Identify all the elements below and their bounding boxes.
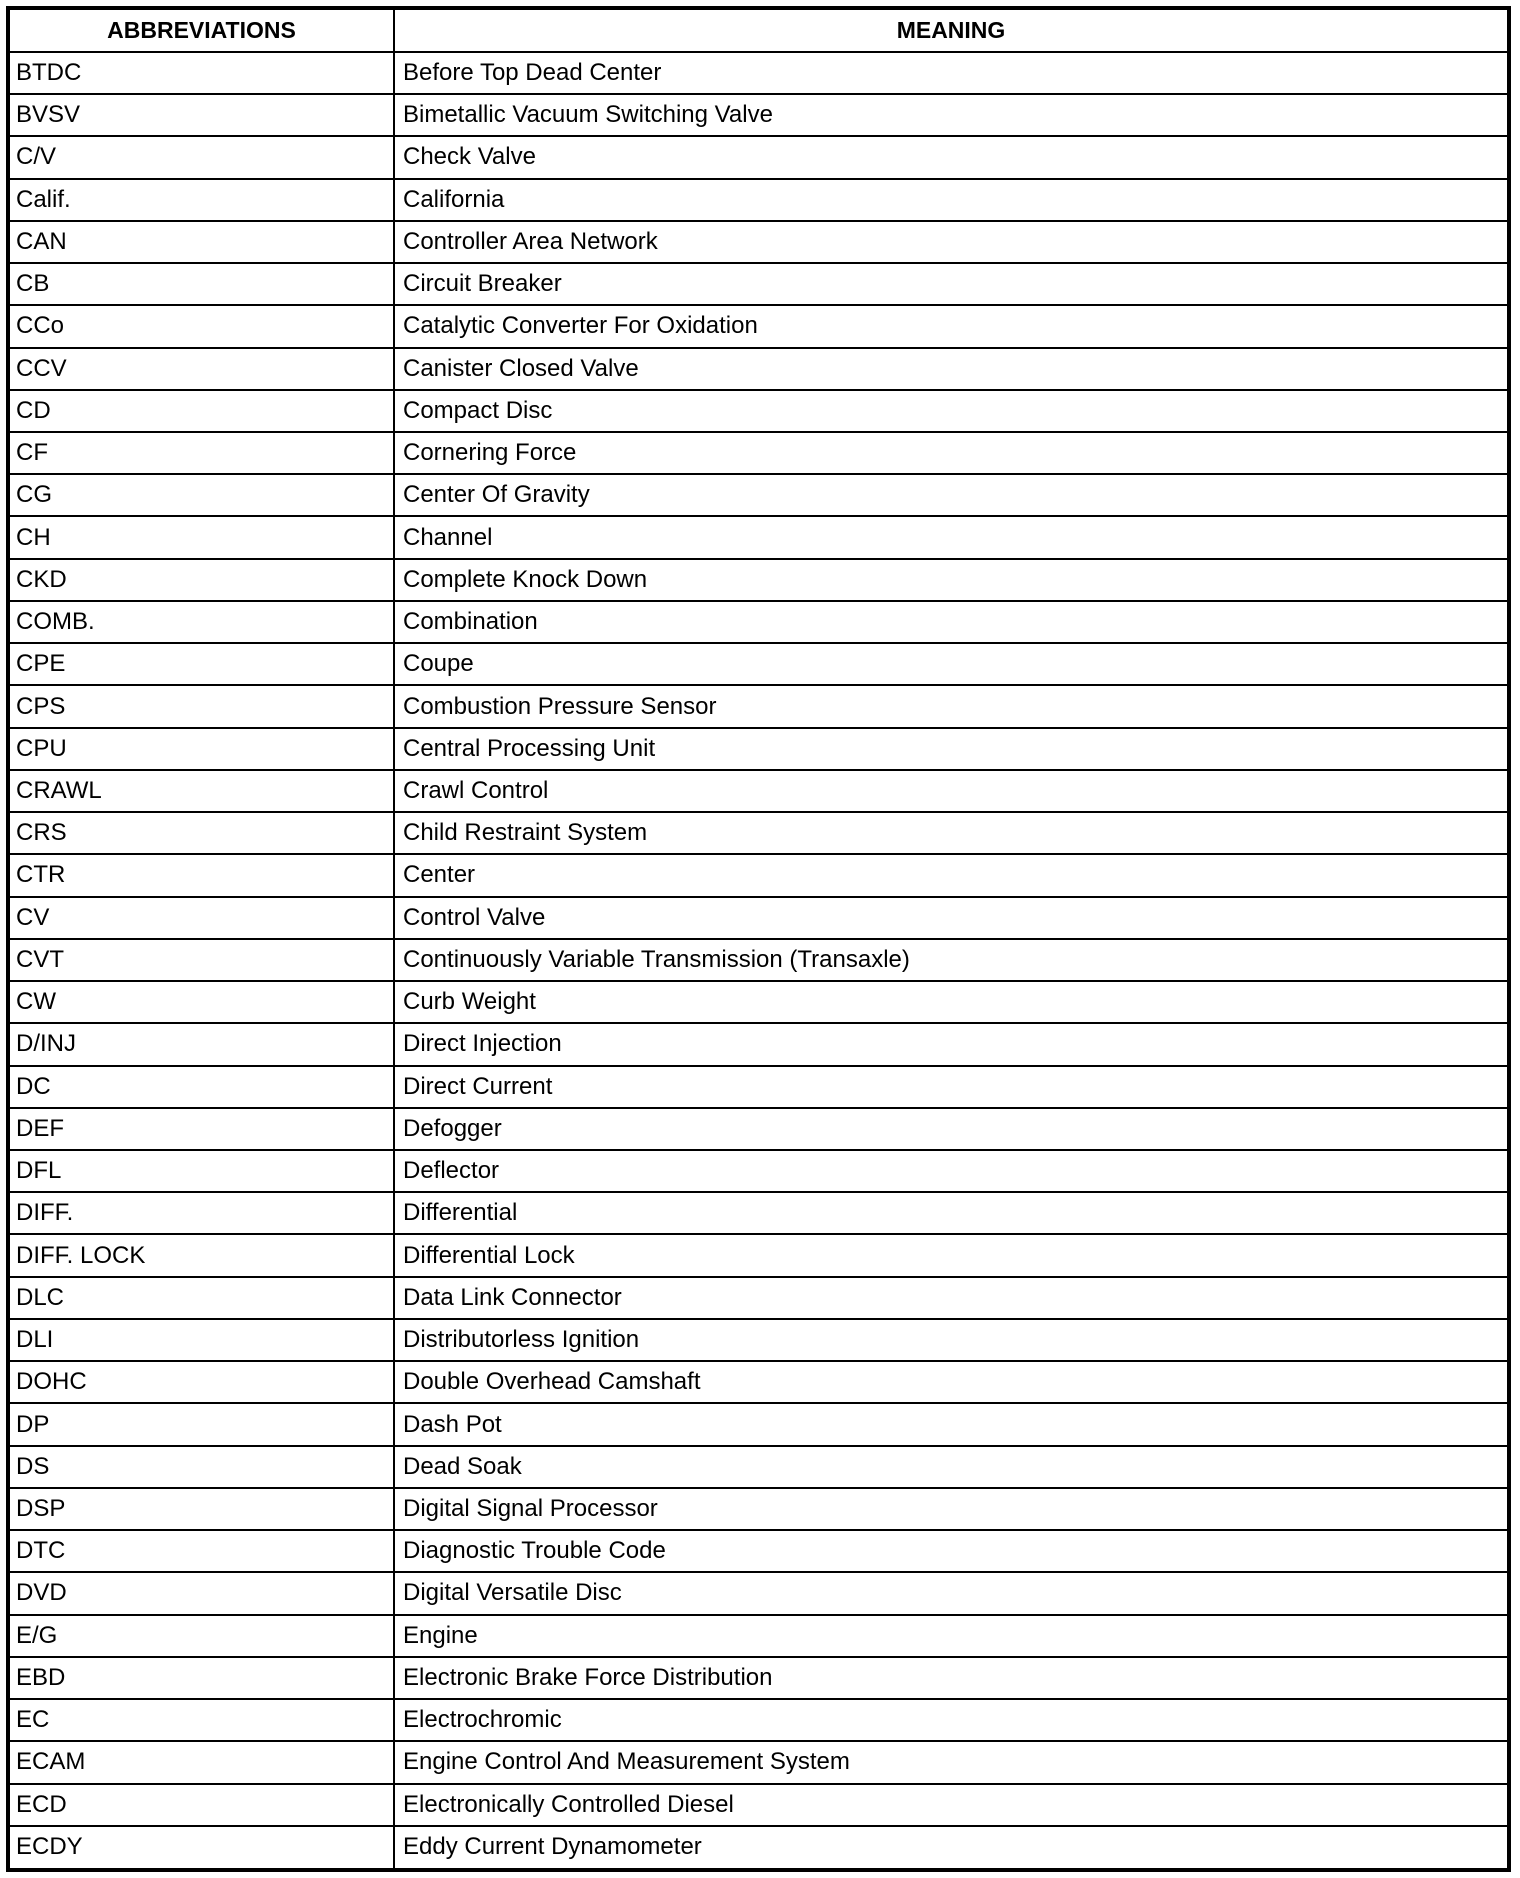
meaning-cell: Dash Pot [394,1403,1507,1445]
meaning-cell: Cornering Force [394,432,1507,474]
table-row [10,52,1507,94]
abbreviation-cell: CTR [10,854,394,896]
meaning-cell: Channel [394,516,1507,558]
abbreviation-cell: DEF [10,1108,394,1150]
abbreviation-cell: DIFF. [10,1192,394,1234]
table-row [10,94,1507,136]
table-row [10,1023,1507,1065]
table-row [10,728,1507,770]
meaning-cell: Center Of Gravity [394,474,1507,516]
meaning-cell: Engine Control And Measurement System [394,1741,1507,1783]
meaning-cell: Differential [394,1192,1507,1234]
abbreviation-cell: DIFF. LOCK [10,1234,394,1276]
meaning-cell: Defogger [394,1108,1507,1150]
meaning-cell: Continuously Variable Transmission (Transaxle) [394,939,1507,981]
meaning-cell: Curb Weight [394,981,1507,1023]
meaning-cell: Check Valve [394,136,1507,178]
meaning-cell: Catalytic Converter For Oxidation [394,305,1507,347]
table-body [10,52,1507,1868]
abbreviation-cell: BTDC [10,52,394,94]
table-row [10,305,1507,347]
abbreviation-cell: DFL [10,1150,394,1192]
abbreviation-cell: CCo [10,305,394,347]
table-row [10,981,1507,1023]
meaning-cell: Electrochromic [394,1699,1507,1741]
table-row [10,136,1507,178]
meaning-cell: Dead Soak [394,1446,1507,1488]
meaning-cell: Deflector [394,1150,1507,1192]
abbreviation-cell: DLI [10,1319,394,1361]
meaning-cell: Central Processing Unit [394,728,1507,770]
abbreviation-cell: E/G [10,1615,394,1657]
abbreviation-cell: C/V [10,136,394,178]
abbreviation-cell: CRS [10,812,394,854]
table-row [10,643,1507,685]
table-row [10,1530,1507,1572]
abbreviation-cell: DP [10,1403,394,1445]
abbreviation-cell: CKD [10,559,394,601]
abbreviation-cell: CB [10,263,394,305]
meaning-cell: Differential Lock [394,1234,1507,1276]
abbreviation-cell: CG [10,474,394,516]
abbreviations-column-header: ABBREVIATIONS [10,10,394,52]
abbreviation-cell: CF [10,432,394,474]
table-row [10,474,1507,516]
abbreviation-cell: Calif. [10,179,394,221]
table-row [10,1234,1507,1276]
meaning-cell: Coupe [394,643,1507,685]
abbreviation-cell: D/INJ [10,1023,394,1065]
table-row [10,854,1507,896]
table-row [10,1826,1507,1868]
abbreviation-cell: CVT [10,939,394,981]
table-row [10,601,1507,643]
meaning-cell: Circuit Breaker [394,263,1507,305]
abbreviation-cell: EC [10,1699,394,1741]
table-row [10,1277,1507,1319]
table-row [10,516,1507,558]
table-row [10,1361,1507,1403]
abbreviation-cell: CPE [10,643,394,685]
meaning-cell: Complete Knock Down [394,559,1507,601]
abbreviation-cell: DS [10,1446,394,1488]
table-row [10,221,1507,263]
meaning-cell: Crawl Control [394,770,1507,812]
meaning-cell: Control Valve [394,897,1507,939]
table-row [10,390,1507,432]
meaning-cell: California [394,179,1507,221]
abbreviation-cell: CPU [10,728,394,770]
table-row [10,1066,1507,1108]
abbreviation-cell: CRAWL [10,770,394,812]
abbreviation-cell: DOHC [10,1361,394,1403]
abbreviation-cell: ECAM [10,1741,394,1783]
meaning-cell: Before Top Dead Center [394,52,1507,94]
meaning-cell: Center [394,854,1507,896]
abbreviations-table [10,10,1507,1868]
table-row [10,1150,1507,1192]
table-row [10,897,1507,939]
table-row [10,1108,1507,1150]
table-row [10,1784,1507,1826]
table-row [10,685,1507,727]
table-row [10,939,1507,981]
meaning-cell: Eddy Current Dynamometer [394,1826,1507,1868]
table-row [10,1741,1507,1783]
abbreviations-sheet [6,6,1511,1872]
abbreviation-cell: DLC [10,1277,394,1319]
meaning-cell: Canister Closed Valve [394,348,1507,390]
meaning-cell: Bimetallic Vacuum Switching Valve [394,94,1507,136]
meaning-cell: Direct Injection [394,1023,1507,1065]
meaning-cell: Data Link Connector [394,1277,1507,1319]
abbreviation-cell: CH [10,516,394,558]
table-row [10,1572,1507,1614]
table-row [10,1403,1507,1445]
table-row [10,1488,1507,1530]
meaning-cell: Diagnostic Trouble Code [394,1530,1507,1572]
abbreviation-cell: CW [10,981,394,1023]
abbreviation-cell: CAN [10,221,394,263]
table-row [10,263,1507,305]
meaning-cell: Compact Disc [394,390,1507,432]
abbreviation-cell: CD [10,390,394,432]
abbreviation-cell: BVSV [10,94,394,136]
meaning-cell: Electronically Controlled Diesel [394,1784,1507,1826]
abbreviation-cell: CPS [10,685,394,727]
meaning-cell: Electronic Brake Force Distribution [394,1657,1507,1699]
meaning-cell: Controller Area Network [394,221,1507,263]
meaning-cell: Child Restraint System [394,812,1507,854]
table-row [10,432,1507,474]
abbreviation-cell: CV [10,897,394,939]
meaning-cell: Engine [394,1615,1507,1657]
table-row [10,348,1507,390]
table-row [10,1319,1507,1361]
table-row [10,1446,1507,1488]
abbreviation-cell: DTC [10,1530,394,1572]
abbreviation-cell: DSP [10,1488,394,1530]
abbreviation-cell: ECD [10,1784,394,1826]
table-row [10,179,1507,221]
table-row [10,559,1507,601]
meaning-cell: Direct Current [394,1066,1507,1108]
abbreviation-cell: COMB. [10,601,394,643]
meaning-cell: Combustion Pressure Sensor [394,685,1507,727]
abbreviation-cell: DC [10,1066,394,1108]
meaning-cell: Digital Versatile Disc [394,1572,1507,1614]
abbreviation-cell: DVD [10,1572,394,1614]
abbreviation-cell: EBD [10,1657,394,1699]
table-row [10,1699,1507,1741]
meaning-cell: Digital Signal Processor [394,1488,1507,1530]
abbreviation-cell: CCV [10,348,394,390]
header-row [10,10,1507,52]
table-row [10,770,1507,812]
table-row [10,1615,1507,1657]
meaning-cell: Distributorless Ignition [394,1319,1507,1361]
table-row [10,1192,1507,1234]
table-row [10,1657,1507,1699]
meaning-column-header: MEANING [394,10,1507,52]
table-row [10,812,1507,854]
meaning-cell: Combination [394,601,1507,643]
meaning-cell: Double Overhead Camshaft [394,1361,1507,1403]
abbreviation-cell: ECDY [10,1826,394,1868]
